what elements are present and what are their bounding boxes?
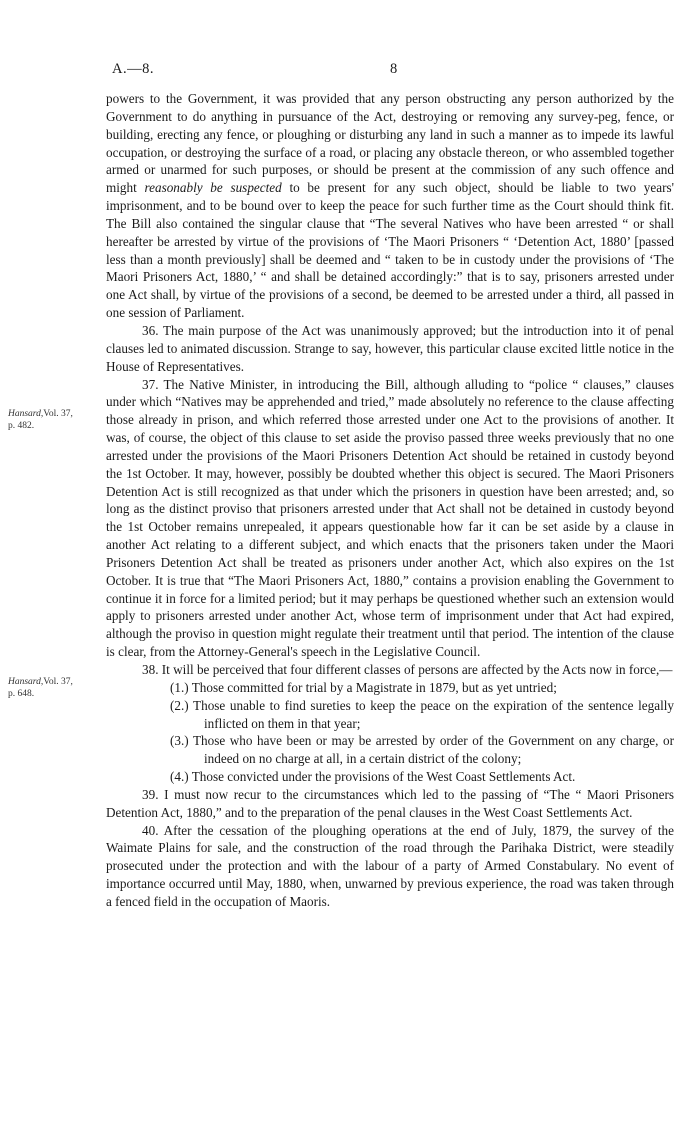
body-text <box>106 90 674 911</box>
paragraph-37: 37. The Native Minister, in introducing the Bill, although alluding to “police “ clauses,” clauses under which “Natives may be apprehended and tried,” made absolutely no reference to the clause affecting those already in prison, and which referred those arrested under one Act to the provisions of another. It was, of course, the object of this clause to set aside the proviso passed three weeks previously that no one arrested under the provisions of the Maori Prisoners Detention Act should be retained in custody beyond the 1st October. It may, however, possibly be doubted whether this object is secured. The Maori Prisoners Detention Act is still recognized as that under which the prisoners in question have been arrested; and, so long as the distinct proviso that prisoners arrested under that Act shall not be detained in custody beyond the 1st October remains unrepealed, it appears questionable how far it can be set aside by a clause in another Act relating to a different subject, and which enacts that the prisoners taken under the Maori Prisoners Detention Act shall be treated as prisoners under another Act, which also expires on the 1st October. It is true that “The Maori Prisoners Act, 1880,” contains a provision enabling the Government to continue it in force for a limited period; but it may perhaps be questioned whether such an extension would apply to prisoners arrested under another Act, whose term of imprisonment under that Act had expired, although the proviso in question might regulate their treatment until that period. The intention of the clause is clear, from the Attorney-General's speech in the Legislative Council. <box>106 376 674 660</box>
page-header-reference: A.—8. <box>112 61 154 77</box>
margin-note-ref: Vol. 37, <box>43 677 73 687</box>
paragraph-39: 39. I must now recur to the circumstances which led to the passing of “The “ Maori Prisoners Detention Act, 1880,” and to the preparation of the penal clauses in the West Coast Settlements Act. <box>106 786 674 820</box>
list-item: (4.) Those convicted under the provisions of the West Coast Settlements Act. <box>170 769 576 785</box>
list-item: (2.) Those unable to find sureties to keep the peace on the expiration of the sentence legally inflicted on them in that year; <box>170 697 674 731</box>
paragraph-38: 38. It will be perceived that four different classes of persons are affected by the Acts now in force,— <box>142 662 673 677</box>
classes-list <box>106 679 674 786</box>
margin-note-ref: Vol. 37, <box>43 409 73 419</box>
paragraph-36: 36. The main purpose of the Act was unanimously approved; but the introduction into it of penal clauses led to animated discussion. Strange to say, however, this particular clause excited little notice in the House of Representatives. <box>106 322 674 374</box>
margin-note-source: Hansard, <box>8 677 44 687</box>
margin-note-page: p. 482. <box>8 421 35 431</box>
paragraph-continued: powers to the Government, it was provided that any person obstructing any person authorized by the Government to do anything in pursuance of the Act, destroying or removing any survey-peg, fence, or building, erecting any fence, or ploughing or disturbing any land in such a manner as to impede its lawful occupation, or destroying the surface of a road, or placing any obstacle thereon, or who assembled together armed or unarmed for such purposes, or should be present at the commission of any such offence and might reasonably be suspected to be present for any such object, should be liable to two years' imprisonment, and to be bound over to keep the peace for such further time as the Court should think fit. The Bill also contained the singular clause that “The several Natives who have been arrested “ or shall hereafter be arrested by virtue of the provisions of ‘The Maori Prisoners “ ‘Detention Act, 1880’ [passed less than a month previously] shall be deemed and “ taken to be in custody under the provisions of ‘The Maori Prisoners Act, 1880,’ “ and shall be detained accordingly:” that is to say, prisoners arrested under one Act shall, by virtue of the provisions of a second, be deemed to be arrested under a third, all passed in one session of Parliament. <box>106 91 674 321</box>
list-item: (3.) Those who have been or may be arrested by order of the Government on any charge, or indeed on no charge at all, in a certain district of the colony; <box>170 733 674 767</box>
margin-note-hansard-648 <box>8 676 73 700</box>
paragraph-40: 40. After the cessation of the ploughing operations at the end of July, 1879, the survey of the Waimate Plains for sale, and the construction of the road through the Parihaka District, were steadily prosecuted under the protection and with the labour of a party of Armed Constabulary. No event of importance occurred until May, 1880, when, unwarned by previous experience, the road was taken through a fenced field in the occupation of Maoris. <box>106 822 674 909</box>
margin-note-hansard-482 <box>8 408 73 432</box>
margin-note-source: Hansard, <box>8 409 44 419</box>
margin-note-page: p. 648. <box>8 689 35 699</box>
page-number: 8 <box>390 61 398 77</box>
list-item: (1.) Those committed for trial by a Magistrate in 1879, but as yet untried; <box>170 679 557 695</box>
emphasis-text: reasonably be suspected <box>144 180 282 196</box>
